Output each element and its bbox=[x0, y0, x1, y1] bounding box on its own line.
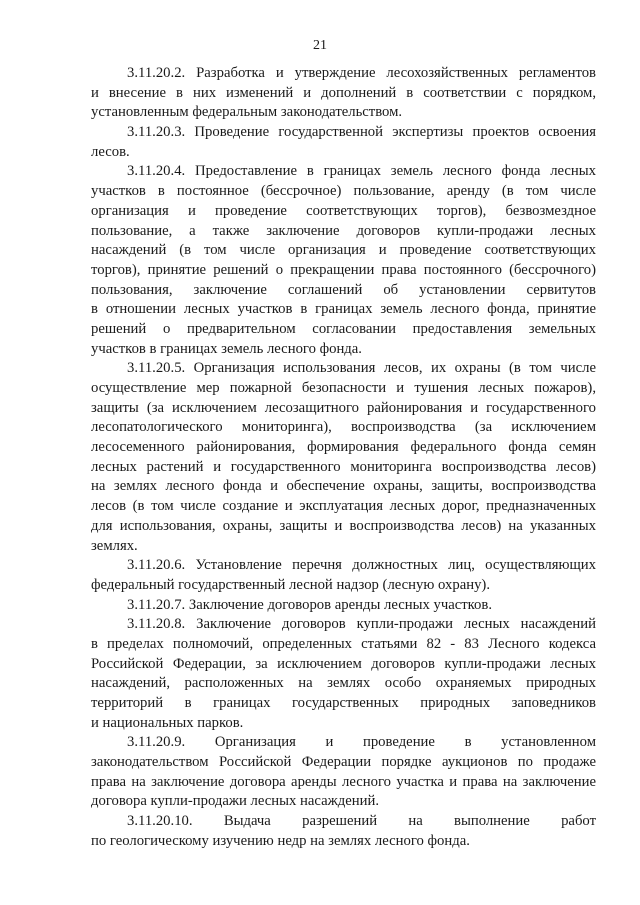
paragraph-3-11-20-10 bbox=[91, 812, 596, 851]
text-line: 3.11.20.10. Выдача разрешений на выполнение работ bbox=[127, 813, 596, 830]
text-line: пользование, а также заключение договоров купли-продажи лесных bbox=[91, 222, 596, 239]
text-line: договора купли-продажи лесных насаждений. bbox=[91, 793, 380, 810]
text-line: участков в границах земель лесного фонда. bbox=[91, 340, 362, 357]
text-line: организация и проведение соответствующих торгов), безвозмездное bbox=[91, 202, 596, 219]
text-line: лесосеменного районирования, формирования федерального фонда семян bbox=[91, 439, 596, 456]
text-line: защиты (за исключением лесозащитного районирования и государственного bbox=[91, 399, 596, 416]
paragraph-3-11-20-2 bbox=[91, 64, 596, 123]
paragraph-3-11-20-9 bbox=[91, 733, 596, 812]
paragraph-3-11-20-5 bbox=[91, 359, 596, 556]
text-line: и внесение в них изменений и дополнений в соответствии с порядком, bbox=[91, 84, 596, 101]
paragraph-3-11-20-6 bbox=[91, 556, 596, 595]
text-line: территорий в границах государственных природных заповедников bbox=[91, 695, 596, 711]
text-line: торгов), принятие решений о прекращении права постоянного (бессрочного) bbox=[91, 261, 596, 278]
text-line: 3.11.20.7. Заключение договоров аренды лесных участков. bbox=[127, 596, 492, 613]
paragraph-3-11-20-8 bbox=[91, 615, 596, 733]
text-line: 3.11.20.5. Организация использования лесов, их охраны (в том числе bbox=[127, 360, 596, 377]
text-line: в отношении лесных участков в границах земель лесного фонда, принятие bbox=[91, 301, 596, 318]
text-line: федеральный государственный лесной надзор (лесную охрану). bbox=[91, 576, 490, 593]
text-line: по геологическому изучению недр на землях лесного фонда. bbox=[91, 832, 470, 849]
document-body bbox=[91, 64, 596, 852]
text-line: и национальных парков. bbox=[91, 714, 244, 731]
text-line: Российской Федерации, за исключением договоров купли-продажи лесных bbox=[91, 655, 596, 672]
text-line: для использования, охраны, защиты и воспроизводства лесов) на указанных bbox=[91, 517, 596, 534]
text-line: землях. bbox=[91, 537, 138, 554]
text-line: в пределах полномочий, определенных статьями 82 - 83 Лесного кодекса bbox=[91, 635, 596, 652]
text-line: лесов. bbox=[91, 143, 130, 160]
text-line: 3.11.20.8. Заключение договоров купли-продажи лесных насаждений bbox=[127, 616, 596, 633]
text-line: 3.11.20.3. Проведение государственной экспертизы проектов освоения bbox=[127, 124, 596, 141]
text-line: законодательством Российской Федерации порядке аукционов по продаже bbox=[91, 754, 596, 771]
text-line: насаждений (в том числе организация и проведение соответствующих bbox=[91, 242, 596, 259]
text-line: лесов (в том числе создание и эксплуатация лесных дорог, предназначенных bbox=[91, 498, 596, 515]
text-line: пользования, заключение соглашений об установлении сервитутов bbox=[91, 281, 596, 298]
text-line: 3.11.20.9. Организация и проведение в установленном bbox=[127, 734, 596, 751]
text-line: решений о предварительном согласовании предоставления земельных bbox=[91, 320, 596, 337]
text-line: права на заключение договора аренды лесного участка и права на заключение bbox=[91, 773, 596, 790]
paragraph-3-11-20-3 bbox=[91, 123, 596, 162]
text-line: на землях лесного фонда и обеспечение охраны, защиты, воспроизводства bbox=[91, 478, 596, 495]
page-number: 21 bbox=[313, 38, 327, 53]
text-line: установленным федеральным законодательством. bbox=[91, 104, 403, 121]
paragraph-3-11-20-4 bbox=[91, 162, 596, 359]
text-line: осуществление мер пожарной безопасности и тушения лесных пожаров), bbox=[91, 380, 596, 396]
text-line: лесных растений и государственного мониторинга воспроизводства лесов) bbox=[91, 458, 596, 475]
text-line: 3.11.20.4. Предоставление в границах земель лесного фонда лесных bbox=[127, 163, 596, 180]
paragraph-3-11-20-7 bbox=[91, 596, 596, 616]
text-line: насаждений, расположенных на землях особо охраняемых природных bbox=[91, 675, 596, 692]
text-line: 3.11.20.2. Разработка и утверждение лесохозяйственных регламентов bbox=[127, 65, 596, 81]
text-line: лесопатологического мониторинга), воспроизводства (за исключением bbox=[91, 419, 596, 436]
text-line: 3.11.20.6. Установление перечня должностных лиц, осуществляющих bbox=[127, 557, 596, 574]
text-line: участков в постоянное (бессрочное) пользование, аренду (в том числе bbox=[91, 183, 596, 200]
